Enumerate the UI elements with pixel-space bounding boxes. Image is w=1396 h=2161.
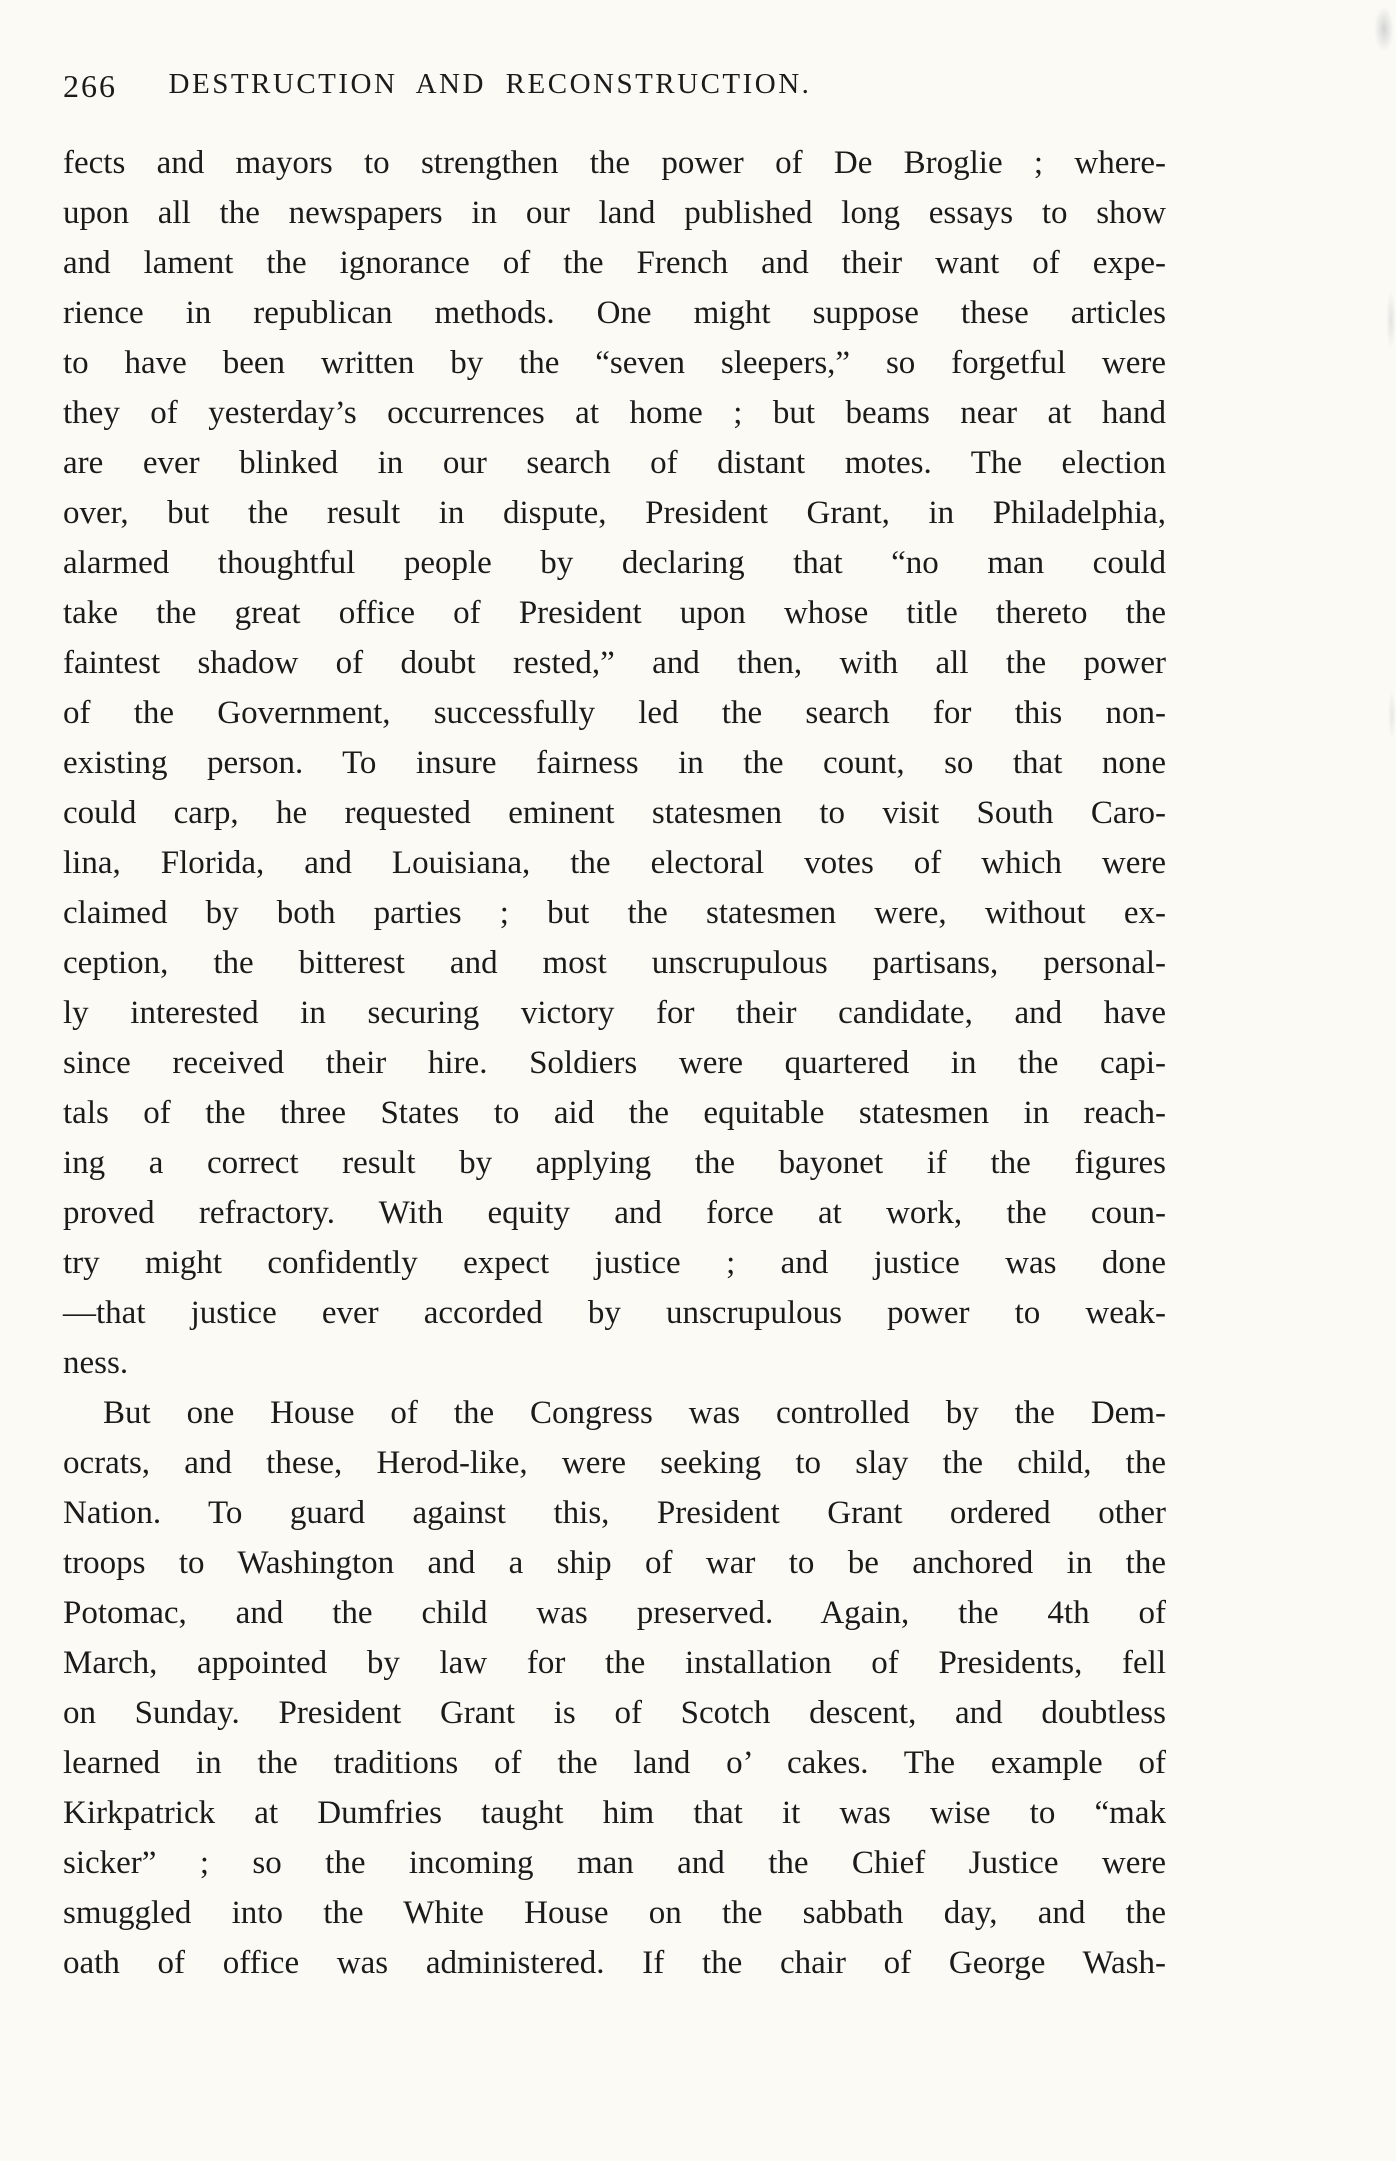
text-line: on Sunday. President Grant is of Scotch descent, and doubtless (63, 1695, 1166, 1731)
text-line: upon all the newspapers in our land published long essays to show (63, 195, 1166, 231)
scan-smudge (1386, 290, 1396, 350)
text-line: Nation. To guard against this, President Grant ordered other (63, 1495, 1166, 1531)
text-line: and lament the ignorance of the French and their want of expe- (63, 245, 1166, 281)
text-line: take the great office of President upon whose title thereto the (63, 595, 1166, 631)
text-line: are ever blinked in our search of distant motes. The election (63, 445, 1166, 481)
text-line: sicker” ; so the incoming man and the Chief Justice were (63, 1845, 1166, 1881)
text-line: claimed by both parties ; but the statesmen were, without ex- (63, 895, 1166, 931)
text-line: fects and mayors to strengthen the power of De Broglie ; where- (63, 145, 1166, 181)
text-body (63, 138, 1166, 1988)
text-line: of the Government, successfully led the search for this non- (63, 695, 1166, 731)
text-line: troops to Washington and a ship of war to be anchored in the (63, 1545, 1166, 1581)
text-line: existing person. To insure fairness in the count, so that none (63, 745, 1166, 781)
text-block (63, 62, 1166, 1988)
text-line: over, but the result in dispute, President Grant, in Philadelphia, (63, 495, 1166, 531)
text-line: ly interested in securing victory for their candidate, and have (63, 995, 1166, 1031)
text-line: ception, the bitterest and most unscrupulous partisans, personal- (63, 945, 1166, 981)
text-line: —that justice ever accorded by unscrupulous power to weak- (63, 1295, 1166, 1331)
text-line: lina, Florida, and Louisiana, the electoral votes of which were (63, 845, 1166, 881)
scan-smudge (1388, 690, 1396, 740)
text-line: Potomac, and the child was preserved. Again, the 4th of (63, 1595, 1166, 1631)
text-line: could carp, he requested eminent statesmen to visit South Caro- (63, 795, 1166, 831)
page-header (63, 62, 1166, 114)
text-line: to have been written by the “seven sleepers,” so forgetful were (63, 345, 1166, 381)
page-number: 266 (63, 68, 117, 104)
text-line: March, appointed by law for the installation of Presidents, fell (63, 1645, 1166, 1681)
scan-smudge (1374, 6, 1394, 52)
text-line: ing a correct result by applying the bayonet if the figures (63, 1145, 1166, 1181)
text-line: oath of office was administered. If the chair of George Wash- (63, 1945, 1166, 1981)
text-line: smuggled into the White House on the sabbath day, and the (63, 1895, 1166, 1931)
text-line: alarmed thoughtful people by declaring that “no man could (63, 545, 1166, 581)
running-title: DESTRUCTION AND RECONSTRUCTION. (168, 68, 812, 100)
text-line: tals of the three States to aid the equitable statesmen in reach- (63, 1095, 1166, 1131)
text-line: since received their hire. Soldiers were quartered in the capi- (63, 1045, 1166, 1081)
text-line: But one House of the Congress was controlled by the Dem- (103, 1395, 1166, 1431)
text-line: ness. (63, 1345, 129, 1381)
text-line: try might confidently expect justice ; and justice was done (63, 1245, 1166, 1281)
text-line: faintest shadow of doubt rested,” and then, with all the power (63, 645, 1166, 681)
text-line: proved refractory. With equity and force at work, the coun- (63, 1195, 1166, 1231)
text-line: they of yesterday’s occurrences at home ; but beams near at hand (63, 395, 1166, 431)
paragraph (63, 1388, 1166, 1988)
text-line: Kirkpatrick at Dumfries taught him that it was wise to “mak (63, 1795, 1166, 1831)
text-line: ocrats, and these, Herod-like, were seeking to slay the child, the (63, 1445, 1166, 1481)
paragraph (63, 138, 1166, 1388)
text-line: learned in the traditions of the land o’ cakes. The example of (63, 1745, 1166, 1781)
text-line: rience in republican methods. One might suppose these articles (63, 295, 1166, 331)
